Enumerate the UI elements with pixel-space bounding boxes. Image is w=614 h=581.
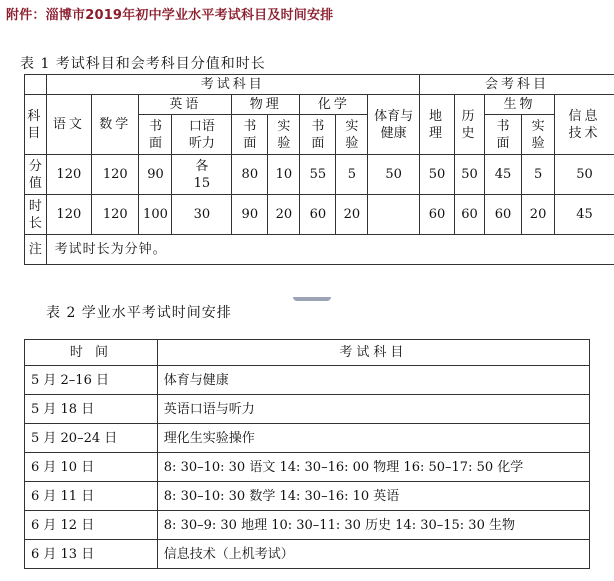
- table2-caption: 表 2 学业水平考试时间安排: [46, 305, 232, 321]
- schedule-subject: 8: 30–9: 30 地理 10: 30–11: 30 历史 14: 30–15: 30 生物: [157, 511, 589, 540]
- time-cell: 120: [92, 195, 139, 235]
- col-shengwu-shumian: 书面: [484, 115, 521, 155]
- col-wuli: 物理: [232, 95, 300, 115]
- col-yingyu-kouyu: 口语听力: [172, 115, 232, 155]
- time-cell: 60: [300, 195, 336, 235]
- time-cell: 20: [522, 195, 555, 235]
- score-cell: 120: [92, 155, 139, 195]
- time-cell: 120: [46, 195, 91, 235]
- col-shengwu: 生物: [484, 95, 554, 115]
- score-cell: 90: [139, 155, 172, 195]
- schedule-date: 6 月 12 日: [25, 511, 158, 540]
- time-cell: 60: [484, 195, 521, 235]
- col-subject-label: 科目: [25, 95, 47, 155]
- row-time-label: 时长: [25, 195, 47, 235]
- score-cell: 45: [484, 155, 521, 195]
- score-cell: 120: [46, 155, 91, 195]
- time-cell: 100: [139, 195, 172, 235]
- schedule-subject: 体育与健康: [157, 366, 589, 395]
- col-xinxi: 信息技术: [555, 95, 614, 155]
- group-huikao-subjects: 会考科目: [419, 75, 614, 95]
- schedule-date: 5 月 18 日: [25, 395, 158, 424]
- schedule-date: 5 月 2–16 日: [25, 366, 158, 395]
- schedule-subject: 8: 30–10: 30 数学 14: 30–16: 10 英语: [157, 482, 589, 511]
- time-cell: 60: [419, 195, 454, 235]
- schedule-subject: 8: 30–10: 30 语文 14: 30–16: 00 物理 16: 50–17: 50 化学: [157, 453, 589, 482]
- col-dili: 地理: [419, 95, 454, 155]
- col-yuwen: 语文: [46, 95, 91, 155]
- col-shuxue: 数学: [92, 95, 139, 155]
- col-lishi: 历史: [455, 95, 485, 155]
- col-yingyu: 英语: [139, 95, 232, 115]
- row-note-label: 注: [25, 235, 47, 265]
- table1-caption: 表 1 考试科目和会考科目分值和时长: [20, 56, 266, 72]
- score-cell: 5: [522, 155, 555, 195]
- time-cell: 60: [455, 195, 485, 235]
- corner-cell: [25, 75, 47, 95]
- col-huaxue: 化学: [300, 95, 368, 115]
- time-cell: 90: [232, 195, 268, 235]
- time-cell: [368, 195, 420, 235]
- schedule-date: 5 月 20–24 日: [25, 424, 158, 453]
- schedule-date: 6 月 11 日: [25, 482, 158, 511]
- score-cell: 50: [455, 155, 485, 195]
- header-subject: 考试科目: [157, 340, 589, 366]
- note-text: 考试时长为分钟。: [46, 235, 614, 265]
- col-huaxue-shiyan: 实验: [336, 115, 368, 155]
- score-cell: 50: [419, 155, 454, 195]
- time-cell: 20: [336, 195, 368, 235]
- col-wuli-shiyan: 实验: [268, 115, 300, 155]
- col-yingyu-shumian: 书面: [139, 115, 172, 155]
- time-cell: 30: [172, 195, 232, 235]
- schedule-subject: 英语口语与听力: [157, 395, 589, 424]
- col-wuli-shumian: 书面: [232, 115, 268, 155]
- score-cell: 5: [336, 155, 368, 195]
- decorative-mark: [293, 297, 331, 301]
- score-cell: 10: [268, 155, 300, 195]
- schedule-table: [24, 339, 590, 569]
- time-cell: 45: [555, 195, 614, 235]
- schedule-date: 6 月 10 日: [25, 453, 158, 482]
- page-heading: 附件：淄博市2019年初中学业水平考试科目及时间安排: [6, 8, 334, 23]
- score-duration-table: [24, 74, 614, 265]
- col-huaxue-shumian: 书面: [300, 115, 336, 155]
- col-tiyu: 体育与健康: [368, 95, 420, 155]
- score-cell: 80: [232, 155, 268, 195]
- schedule-date: 6 月 13 日: [25, 540, 158, 569]
- col-shengwu-shiyan: 实验: [522, 115, 555, 155]
- schedule-subject: 理化生实验操作: [157, 424, 589, 453]
- header-time: 时 间: [25, 340, 158, 366]
- time-cell: 20: [268, 195, 300, 235]
- row-score-label: 分值: [25, 155, 47, 195]
- score-cell: 各15: [172, 155, 232, 195]
- score-cell: 55: [300, 155, 336, 195]
- score-cell: 50: [368, 155, 420, 195]
- schedule-subject: 信息技术（上机考试）: [157, 540, 589, 569]
- score-cell: 50: [555, 155, 614, 195]
- group-exam-subjects: 考试科目: [46, 75, 419, 95]
